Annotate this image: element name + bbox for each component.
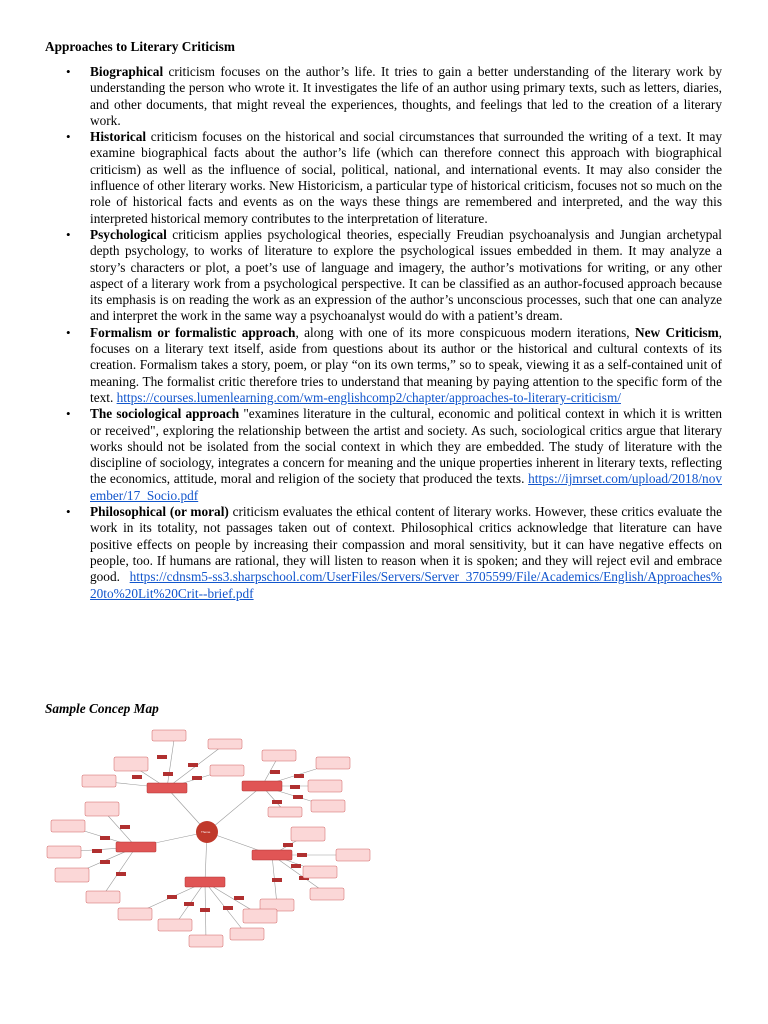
list-item-historical bbox=[45, 129, 722, 227]
item-text: criticism applies psychological theories, especially Freudian psychoanalysis and Jungian archetypal depth psychology, to works of literature to explore the psychological issues embedded in them. It may analyze a story’s characters or plot, a poet’s use of language and imagery, the author’s motivations for writing, or any other aspect of a literary work from a psychological perspective. It can be classified as an author-focused approach because its emphasis is on reading the work as an expression of the author’s unconscious processes, such that one can analyze and interpret the work in the same way a psychoanalyst would do with a patient’s dream. bbox=[90, 226, 722, 324]
source-link[interactable]: https://ijmrset.com/upload/2018/november/17_Socio.pdf bbox=[90, 471, 722, 503]
term-label: Biographical bbox=[90, 64, 164, 79]
term-label: The sociological approach bbox=[90, 406, 240, 422]
term-label-secondary: New Criticism bbox=[635, 324, 719, 340]
item-text: criticism focuses on the author’s life. It tries to gain a better understanding of the literary work by understanding the person who wrote it. It investigates the life of an author using primary texts, such as letters, diaries, and other documents, that might reveal the experiences, thoughts, and feelings that led to the creation of a literary work. bbox=[90, 64, 722, 128]
list-item-sociological bbox=[45, 406, 722, 504]
list-item-psychological bbox=[45, 227, 722, 325]
term-label: Psychological bbox=[90, 226, 167, 242]
svg-text:Theme: Theme bbox=[201, 830, 211, 834]
item-text: , focuses on a literary text itself, aside from questions about its author or the historical and cultural contexts of its creation. Formalism takes a story, poem, or play “on its own terms,” so to speak, viewing it as a self-contained unit of meaning. The formalist critic therefore tries to understand that meaning by paying attention to the specific form of the text. bbox=[90, 324, 722, 405]
term-label: Historical bbox=[90, 129, 147, 145]
bullet-icon: • bbox=[66, 504, 71, 520]
term-label: Formalism or formalistic approach bbox=[90, 324, 296, 340]
concept-map-image bbox=[40, 722, 380, 957]
bullet-icon: • bbox=[66, 64, 71, 79]
bullet-icon: • bbox=[66, 406, 71, 422]
page-title: Approaches to Literary Criticism bbox=[45, 39, 235, 54]
bullet-icon: • bbox=[66, 226, 71, 242]
item-text: "examines literature in the cultural, economic and political context in which it is written or received", exploring the relationship between the artist and society. As such, sociological critics argue that literary works should not be isolated from the social context in which they are embedded. The study of literature with the discipline of sociology, integrates a concern for meaning and the unique properties inherent in literary texts, reflecting the economics, attitude, moral and religion of the society that produced the texts. bbox=[90, 406, 722, 487]
term-label: Philosophical (or moral) bbox=[90, 504, 229, 520]
item-text: criticism focuses on the historical and social circumstances that surrounded the writing of a text. It may examine biographical facts about the author’s life (which can therefore connect this approach with biographical criticism) as well as the influence of social, political, national, and international events. It may also consider the influence of other literary works. New Historicism, a particular type of historical criticism, focuses not so much on the role of historical facts and events as on the ways these things are remembered and interpreted, and the way this interpreted historical memory contributes to the interpretation of literature. bbox=[90, 129, 722, 226]
list-item-philosophical bbox=[45, 504, 722, 602]
source-link[interactable]: https://cdnsm5-ss3.sharpschool.com/UserFiles/Servers/Server_3705599/File/Academics/English/Approaches%20to%20Lit%20Crit--brief.pdf bbox=[90, 569, 722, 601]
criticism-list bbox=[45, 64, 722, 602]
item-text: criticism evaluates the ethical content of literary works. However, these critics evaluate the work in its totality, not passages taken out of context. Philosophical critics acknowledge that literature can have positive effects on people by increasing their compassion and moral sensitivity, but it can have negative effects on people, too. If humans are rational, they will listen to reason when it is spoken; and they will reject evil and embrace good. bbox=[90, 504, 722, 585]
list-item-formalism bbox=[45, 325, 722, 406]
bullet-icon: • bbox=[66, 324, 71, 340]
concept-map-title: Sample Concep Map bbox=[45, 701, 159, 716]
bullet-icon: • bbox=[66, 129, 71, 145]
list-item-biographical bbox=[45, 64, 722, 129]
source-link[interactable]: https://courses.lumenlearning.com/wm-englishcomp2/chapter/approaches-to-literary-criticism/ bbox=[116, 389, 621, 405]
item-text: , along with one of its more conspicuous modern iterations, bbox=[295, 324, 635, 340]
